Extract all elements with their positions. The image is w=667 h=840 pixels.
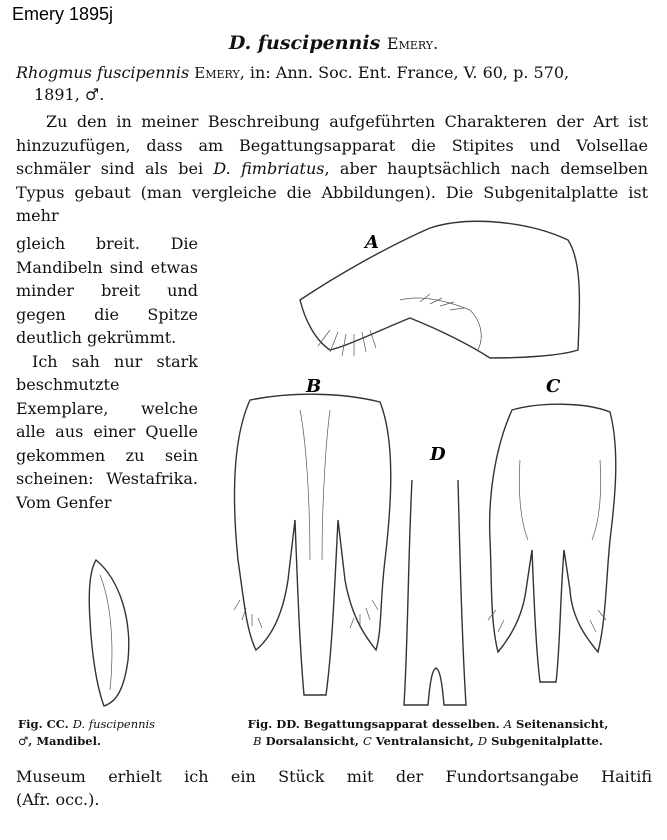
caption-left-species: D. fuscipennis [72,717,156,731]
figure-b-drawing [234,376,391,695]
paragraph-part1: Zu den in meiner Beschreibung aufgeführten Charakteren der Art ist hinzuzufügen, dass am Begattungsapparat die Stipites und Volsellae schmäler sind als bei [16,112,648,178]
caption-right-c-text: Ventralansicht, [375,734,474,748]
caption-right-b-text: Dorsalansicht, [265,734,359,748]
caption-right [218,716,638,750]
figure-label-a: A [365,232,379,253]
narrow-paragraph-2: Ich sah nur stark beschmutzte Exemplare, welche alle aus einer Quelle gekommen zu sein scheinen: Westafrika. Vom Genfer [16,351,198,512]
caption-right-b-label: B [253,734,262,748]
synonym-author: Emery [194,64,240,82]
figure-label-c: C [546,376,561,397]
caption-right-d-text: Subgenitalplatte. [491,734,603,748]
figure-label-d: D [430,444,446,465]
paragraph-part2: , aber hauptsächlich nach demselben Typus gebaut (man vergleiche die Abbildungen). Die Subgenitalplatte ist mehr [16,159,649,225]
figure-label-b: B [306,376,322,397]
synonym-citation: , in: Ann. Soc. Ent. France, V. 60, p. 570, [239,63,570,82]
caption-left-prefix: Fig. CC. [18,717,69,731]
caption-right-a-text: Seitenansicht, [516,717,609,731]
bottom-text-line-2: (Afr. occ.). [16,790,100,809]
title-author: Emery. [386,34,439,53]
paragraph-italic: D. fimbriatus [213,159,325,178]
mandible-drawing [89,560,129,706]
figure-c-drawing [488,376,616,682]
caption-left-suffix: ♂, Mandibel. [18,734,101,748]
title-species: D. fuscipennis [228,32,381,54]
synonym-year: 1891, ♂. [34,85,105,104]
page-tag: Emery 1895j [12,4,114,24]
bottom-text-line-1: Museum erhielt ich ein Stück mit der Fundortsangabe Haitifi [16,767,652,786]
synonym-name: Rhogmus fuscipennis [16,63,190,82]
caption-right-a-label: A [503,717,513,731]
figure-a-drawing [300,221,579,358]
caption-right-d-label: D [477,734,488,748]
narrow-paragraph-1: gleich breit. Die Mandibeln sind etwas minder breit und gegen die Spitze deutlich gekrümmt. [16,234,198,347]
caption-right-prefix: Fig. DD. Begattungsapparat desselben. [247,717,500,731]
figure-d-drawing [404,444,466,705]
caption-left [18,716,218,750]
caption-right-c-label: C [362,734,372,748]
